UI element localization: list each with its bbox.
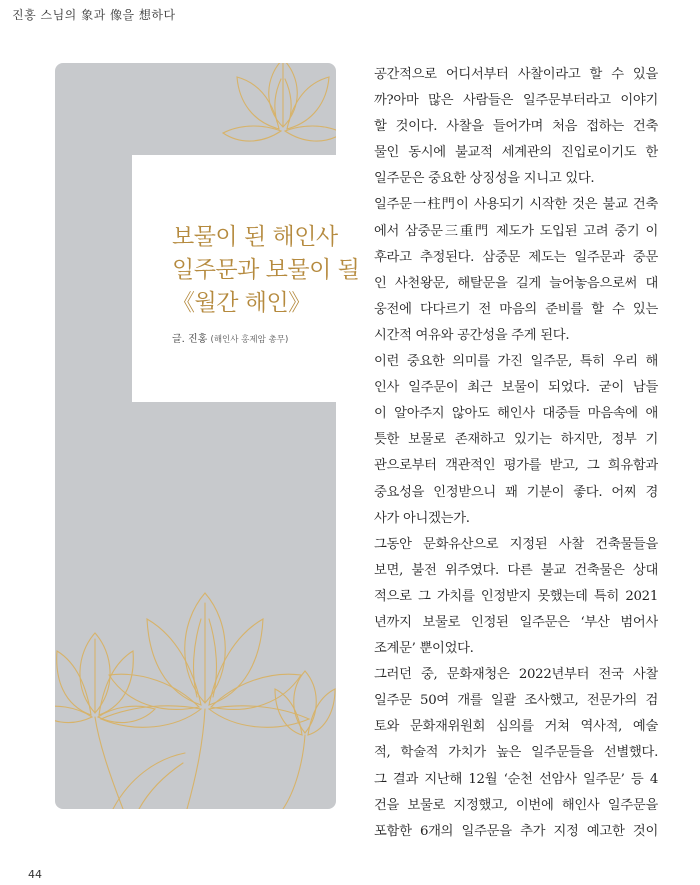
article-body bbox=[374, 62, 658, 845]
body-text-line: 시간적 여유와 공간성을 주게 된다. bbox=[374, 327, 570, 343]
body-text-line: 적으로 그 가치를 인정받지 못했는데 특히 2021 bbox=[374, 588, 658, 604]
body-text-line: 공간적으로 어디서부터 사찰이라고 할 수 있을 bbox=[374, 67, 658, 82]
body-text-line: 적, 학술적 가치가 높은 일주문들을 선별했다. bbox=[374, 745, 658, 761]
byline-affiliation: (해인사 홍제암 총무) bbox=[210, 335, 289, 345]
page-number: 44 bbox=[28, 868, 42, 881]
body-text-line: 일주문一柱門이 사용되기 시작한 것은 불교 건축 bbox=[374, 197, 658, 213]
title-card bbox=[132, 155, 374, 402]
article-title bbox=[172, 221, 372, 320]
body-text-line: 토와 문화재위원회 심의를 거쳐 역사적, 예술 bbox=[374, 719, 658, 735]
body-text-line: 웅전에 다다르기 전 마음의 준비를 할 수 있는 bbox=[374, 301, 658, 317]
body-text-line: 그동안 문화유산으로 지정된 사찰 건축물들을 bbox=[374, 536, 658, 552]
body-text-line: 일주문은 중요한 상징성을 지니고 있다. bbox=[374, 171, 595, 187]
body-text-line: 관으로부터 객관적인 평가를 받고, 그 희유함과 bbox=[374, 458, 658, 474]
body-text-line: 년까지 보물로 인정된 일주문은 ‘부산 범어사 bbox=[374, 614, 658, 630]
body-text-line: 이 알아주지 않아도 해인사 대중들 마음속에 애 bbox=[374, 406, 658, 422]
body-text-line: 건을 보물로 지정했고, 이번에 해인사 일주문을 bbox=[374, 797, 658, 813]
body-text-line: 조계문’ 뿐이었다. bbox=[374, 641, 474, 657]
body-text-line: 틋한 보물로 존재하고 있기는 하지만, 정부 기 bbox=[374, 432, 658, 448]
byline bbox=[172, 330, 288, 345]
lotus-main bbox=[101, 593, 309, 809]
body-text-line: 후라고 추정된다. 삼중문 제도는 일주문과 중문 bbox=[374, 249, 658, 265]
lotus-top-right bbox=[223, 63, 336, 141]
running-header: 진홍 스님의 象과 像을 想하다 bbox=[12, 8, 176, 22]
body-text-line: 그 결과 지난해 12월 ‘순천 선암사 일주문’ 등 4 bbox=[374, 771, 658, 787]
body-text-line: 보면, 불전 위주였다. 다른 불교 건축물은 상대 bbox=[374, 562, 658, 578]
byline-author: 글. 진홍 bbox=[172, 334, 208, 345]
body-text-line: 중요성을 인정받으니 꽤 기분이 좋다. 어찌 경 bbox=[374, 484, 658, 500]
lotus-bud-right bbox=[275, 671, 335, 809]
body-text-line: 물인 동시에 불교적 세계관의 진입로이기도 한 bbox=[374, 145, 658, 161]
body-text-line: 사가 아니겠는가. bbox=[374, 510, 470, 526]
body-text-line: 일주문 50여 개를 일괄 조사했고, 전문가의 검 bbox=[374, 693, 658, 709]
article-title-line: 일주문과 보물이 될 bbox=[172, 257, 360, 283]
body-text-line: 인사 일주문이 최근 보물이 되었다. 굳이 남들 bbox=[374, 380, 658, 396]
article-title-line: 《월간 해인》 bbox=[172, 290, 311, 316]
body-text-line: 포함한 6개의 일주문을 추가 지정 예고한 것이 bbox=[374, 823, 658, 839]
body-text-line: 이런 중요한 의미를 가진 일주문, 특히 우리 해 bbox=[374, 354, 658, 370]
body-text-line: 인 사천왕문, 해탈문을 길게 늘어놓음으로써 대 bbox=[374, 275, 658, 291]
body-text-line: 까?아마 많은 사람들은 일주문부터라고 이야기 bbox=[374, 93, 658, 109]
body-text-line: 할 것이다. 사찰을 들어가며 처음 접하는 건축 bbox=[374, 119, 658, 135]
body-text-line: 그러던 중, 문화재청은 2022년부터 전국 사찰 bbox=[374, 667, 658, 683]
article-title-line: 보물이 된 해인사 bbox=[172, 224, 338, 250]
body-text-line: 에서 삼중문三重門 제도가 도입된 고려 중기 이 bbox=[374, 223, 658, 239]
